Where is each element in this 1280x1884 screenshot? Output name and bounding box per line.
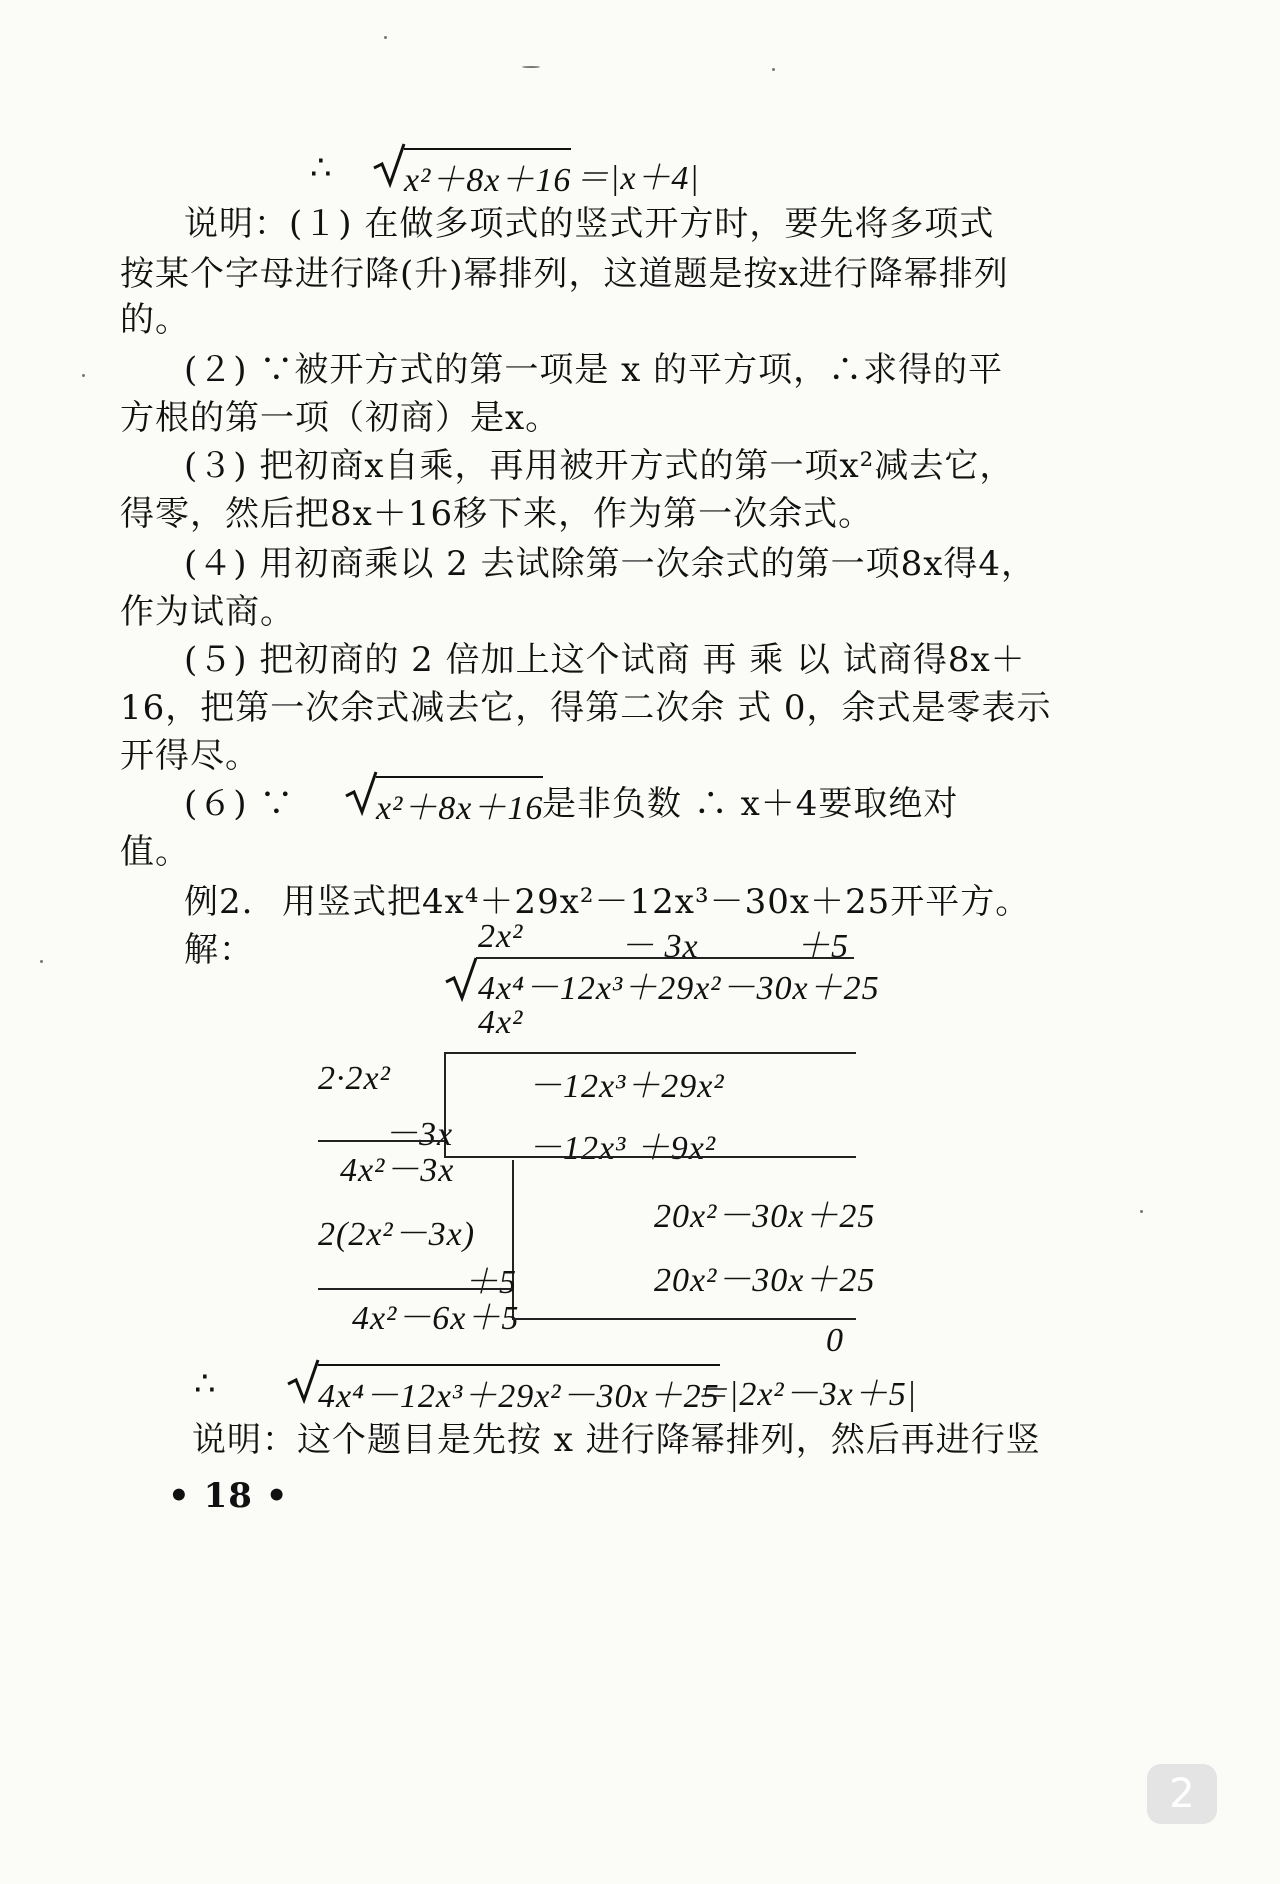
item4-line1: (４) 用初商乘以 2 去试除第一次余式的第一项8x得4，: [184, 544, 1037, 584]
page-number: • 18 •: [168, 1476, 289, 1516]
division-rule-1: [444, 1052, 856, 1054]
top-rhs: ＝|x＋4|: [575, 160, 700, 197]
scan-speck: [772, 68, 775, 71]
item6-line2: 值。: [120, 832, 190, 872]
item5-line1: (５) 把初商的 2 倍加上这个试商 再 乘 以 试商得8x＋: [184, 640, 1026, 680]
explanation1-line2: 按某个字母进行降(升)幂排列，这道题是按x进行降幂排列: [120, 254, 1009, 294]
example2-text: 用竖式把4x⁴＋29x²－12x³－30x＋25开平方。: [282, 882, 1031, 922]
item3-line1: (３) 把初商x自乘，再用被开方式的第一项x²减去它，: [184, 446, 1015, 486]
solution-label: 解：: [184, 930, 254, 970]
example2-label: 例2.: [184, 882, 254, 922]
item2-line2: 方根的第一项（初商）是x。: [120, 398, 561, 438]
quotient-term-3: ＋5: [796, 928, 849, 965]
item5-line2: 16，把第一次余式减去它，得第二次余 式 0，余式是零表示: [120, 688, 1052, 728]
scan-speck: [82, 374, 85, 377]
scan-speck: [384, 36, 387, 39]
remainder-2a: 20x²－30x＋25: [654, 1198, 876, 1235]
division-rule-2: [444, 1156, 856, 1158]
radical-sign-icon: [286, 1358, 320, 1404]
remainder-1a: －12x³＋29x²: [528, 1068, 725, 1105]
subtrahend-1: 4x²: [478, 1004, 524, 1041]
trial-divisor-1b: －3x: [384, 1116, 454, 1153]
item6-prefix: (６) ∵: [184, 784, 295, 824]
scan-speck: [40, 960, 43, 963]
conclusion-rhs: ＝|2x²－3x＋5|: [694, 1376, 918, 1413]
final-remainder: 0: [826, 1322, 844, 1359]
item6-radicand: x²＋8x＋16: [376, 776, 543, 829]
trial-divisor-2a: 2(2x²－3x): [318, 1216, 476, 1253]
item6-rest: 是非负数 ∴ x＋4要取绝对: [542, 784, 959, 824]
conclusion-radicand: 4x⁴－12x³＋29x²－30x＋25: [318, 1364, 720, 1417]
trial-divisor-2b: ＋5: [464, 1264, 517, 1301]
radical-sign-icon: [344, 770, 378, 816]
top-radicand: x²＋8x＋16: [404, 148, 571, 201]
scan-speck: [1140, 1210, 1143, 1213]
trial-divisor-1c: 4x²－3x: [340, 1152, 455, 1189]
scan-speck: [522, 66, 540, 68]
item2-line1: (２) ∵被开方式的第一项是 x 的平方项，∴求得的平: [184, 350, 1004, 390]
trial-divisor-1a: 2·2x²: [318, 1060, 391, 1097]
explanation2-line1: 说明：这个题目是先按 x 进行降幂排列，然后再进行竖: [192, 1420, 1041, 1460]
page-indicator-badge[interactable]: 2: [1147, 1764, 1217, 1824]
therefore-symbol: ∴: [310, 148, 333, 188]
radicand-vinculum: [476, 957, 854, 959]
explanation1-line1: 说明：(１) 在做多项式的竖式开方时，要先将多项式: [184, 204, 995, 244]
quotient-term-2: － 3x: [620, 928, 699, 965]
item4-line2: 作为试商。: [120, 592, 295, 632]
therefore-symbol: ∴: [194, 1364, 217, 1404]
quotient-term-1: 2x²: [478, 918, 524, 955]
item5-line3: 开得尽。: [120, 736, 260, 776]
remainder-2b: 20x²－30x＋25: [654, 1262, 876, 1299]
remainder-1b: －12x³ ＋9x²: [528, 1130, 717, 1167]
explanation1-line3: 的。: [120, 300, 190, 340]
radical-sign-icon: [372, 142, 406, 188]
division-rule-3: [512, 1318, 856, 1320]
division-radicand: 4x⁴－12x³＋29x²－30x＋25: [478, 970, 880, 1007]
radical-sign-icon: [444, 956, 478, 1002]
trial-divisor-2c: 4x²－6x＋5: [352, 1300, 520, 1337]
item3-line2: 得零，然后把8x＋16移下来，作为第一次余式。: [120, 494, 874, 534]
